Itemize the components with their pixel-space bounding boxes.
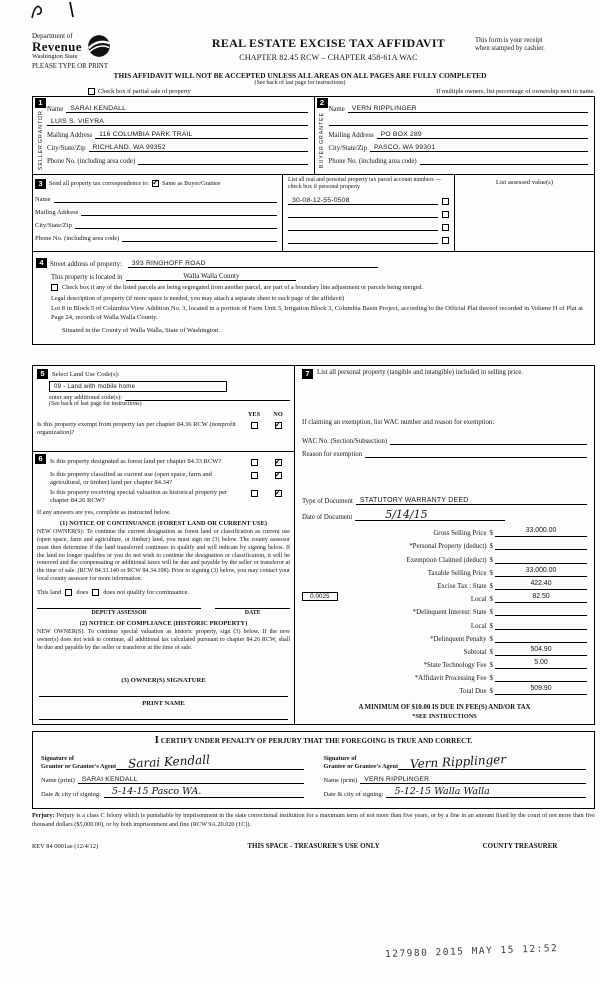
- pen-marks: [24, 0, 114, 24]
- segregated-row: [51, 284, 589, 291]
- assessed-values-column: [455, 175, 594, 251]
- question-current-use: [50, 471, 290, 487]
- minimum-due-note: A MINIMUM OF $10.00 IS DUE IN FEE(S) AND/OR TAX: [358, 704, 531, 712]
- money-row-affidavit-processing-fee: [302, 669, 587, 682]
- buyer-address-label: Mailing Address: [328, 132, 374, 139]
- additional-codes-label: enter any additional code(s):: [49, 394, 122, 401]
- section-6-number: 6: [35, 454, 46, 464]
- parcel-row-2: [288, 205, 449, 218]
- money-value[interactable]: 509.90: [495, 685, 587, 695]
- buyer-city-label: City/State/Zip: [328, 145, 368, 152]
- street-address-label: Street address of property:: [50, 261, 122, 268]
- money-row-excise-tax-state: [302, 577, 587, 590]
- revenue-logo: [32, 33, 182, 61]
- does-not-qualify-checkbox[interactable]: [92, 589, 99, 596]
- section-8-signatures: [32, 731, 595, 809]
- header: [32, 33, 595, 62]
- buyer-phone-row: [329, 152, 589, 165]
- money-label: Local: [470, 622, 487, 630]
- doc-date-label: Date of Document: [302, 514, 353, 521]
- corr-address-value[interactable]: [81, 206, 277, 216]
- money-row-total-due: [302, 682, 587, 695]
- grantee-date-row: [324, 784, 587, 798]
- dept-line1: Department of: [32, 32, 73, 40]
- assessed-values-header: List assessed value(s): [495, 179, 554, 186]
- buyer-name2-row: [329, 113, 589, 126]
- see-instructions-note: *SEE INSTRUCTIONS: [412, 713, 477, 721]
- land-use-code-box[interactable]: [49, 381, 227, 392]
- segregated-checkbox[interactable]: [51, 284, 58, 291]
- side-word-grantee: GRANTEE: [319, 112, 325, 145]
- wac-value[interactable]: [390, 435, 587, 445]
- doc-type-label: Type of Document: [302, 498, 353, 505]
- grantor-name-row: [41, 770, 304, 784]
- rev-number: REV 84 0001ae (12/4/12): [32, 843, 99, 851]
- legal-description-text: Lot 8 in Block 5 of Columbia View Addition No. 3, located in a portion of Farm Unit 3, Irrigation Block 3, Columbia Basin Project, according to the Official Plat thereof recorded in Volume H of Plat at Page 24, records of Walla Walla County.: [51, 305, 584, 321]
- parcel-1-personal-checkbox[interactable]: [442, 198, 449, 205]
- seller-city-label: City/State/Zip: [47, 145, 86, 152]
- money-label: Subtotal: [463, 648, 487, 656]
- money-value[interactable]: [495, 620, 587, 630]
- partial-sale-label: Check box if partial sale of property: [98, 88, 191, 95]
- money-row-exemption-claimed-deduct: [302, 550, 587, 563]
- wac-row: [302, 432, 587, 445]
- seller-phone-row: [47, 152, 308, 165]
- buyer-address-row: [329, 126, 589, 139]
- parties-row: [33, 97, 594, 175]
- exempt-yes-checkbox[interactable]: [251, 422, 258, 429]
- grantor-signature-block: [41, 746, 304, 804]
- question-historic: [50, 489, 290, 505]
- print-name-line[interactable]: [39, 707, 288, 720]
- grantee-name-value[interactable]: VERN RIPPLINGER: [364, 776, 430, 784]
- money-value[interactable]: 5.00: [495, 659, 587, 669]
- reason-row: [302, 445, 587, 458]
- grantee-name-label: Name (print): [323, 777, 358, 785]
- parcel-numbers-column: [283, 175, 455, 251]
- buyer-name-row: [329, 100, 589, 113]
- personal-property-label: List all personal property (tangible and intangible) included in selling price.: [317, 369, 523, 376]
- money-label: *State Technology Fee: [423, 662, 487, 670]
- seller-address-row: [47, 126, 308, 139]
- money-value[interactable]: [495, 554, 587, 564]
- exemption-intro: If claiming an exemption, list WAC number and reason for exemption:: [302, 419, 495, 426]
- money-row-state-technology-fee: [302, 656, 587, 669]
- corr-name-label: Name: [35, 196, 51, 203]
- buyer-city-row: [329, 139, 589, 152]
- money-label: *Personal Property (deduct): [409, 543, 487, 551]
- grantee-sig-label-1: Signature of: [323, 754, 357, 762]
- section-2-buyer: [314, 97, 595, 174]
- receipt-note-line1: This form is your receipt: [475, 37, 543, 44]
- dollar-sign: $: [489, 582, 493, 590]
- corr-name-row: [35, 190, 277, 203]
- buyer-name-label: Name: [328, 106, 345, 113]
- forest-no-checkbox[interactable]: [275, 459, 282, 466]
- land-use-code-value: 09 - Land with mobile home: [54, 383, 136, 390]
- notice-compliance-title: (2) NOTICE OF COMPLIANCE (HISTORIC PROPERTY): [79, 620, 248, 627]
- parcel-row-4: [288, 231, 449, 244]
- grantee-signature-line[interactable]: [398, 748, 586, 770]
- land-use-label: Select Land Use Code(s):: [52, 370, 120, 378]
- same-as-buyer-checkbox[interactable]: [152, 180, 159, 187]
- corr-address-label: Mailing Address: [35, 209, 79, 216]
- seller-phone-value[interactable]: [138, 155, 307, 165]
- money-value[interactable]: [495, 606, 587, 616]
- seller-grantor-side-label: [38, 108, 44, 172]
- county-treasurer-label: COUNTY TREASURER: [482, 842, 558, 851]
- forest-yes-checkbox[interactable]: [251, 459, 258, 466]
- section-1-number: 1: [35, 98, 46, 108]
- footer-row: [32, 842, 595, 850]
- if-yes-note: If any answers are yes, complete as instructed below.: [37, 508, 171, 516]
- grantor-signature-line[interactable]: [116, 748, 303, 770]
- parcel-column-header: List all real and personal property tax parcel account numbers — check box if personal property: [288, 177, 442, 191]
- additional-codes-row: [49, 393, 290, 401]
- seller-name2-row: [47, 113, 308, 126]
- treasurer-space-label: THIS SPACE - TREASURER'S USE ONLY: [247, 842, 380, 851]
- segregated-label: Check box if any of the listed parcels are being segregated from another parcel, are part of a boundary line adjustment or parcels being merged.: [62, 284, 424, 291]
- personal-property-row: [302, 369, 587, 379]
- grantor-date-label: Date & city of signing:: [41, 791, 101, 799]
- doc-date-row: [302, 505, 587, 521]
- notice-continuance-body: NEW OWNER(S): To continue the current designation as forest land or classification as current use (open space, farm and agriculture, or timber) land, you must sign on (3) below. The county assessor must then determine if the land transferred continues to qualify and will indicate by signing below. If the land no longer qualifies or you do not wish to continue the designation or classification, it will be removed and the compensating or additional taxes will be due and payable by the seller or transferor at the time of sale. (RCW 84.33.140 or RCW 84.34.108). Prior to signing (3) below, you may contact your local county assessor for more information.: [37, 528, 290, 583]
- money-row-personal-property-deduct: [302, 537, 587, 550]
- money-label: *Affidavit Processing Fee: [414, 675, 487, 683]
- local-rate-box: 0.0025: [302, 592, 338, 601]
- buyer-city-value[interactable]: PASCO, WA 99301: [374, 144, 436, 151]
- parcel-2-value[interactable]: [288, 208, 438, 218]
- legal-description-label: Legal description of property (if more space is needed, you may attach a separate sheet to each page of the affidavit): [51, 295, 345, 302]
- please-type-label: PLEASE TYPE OR PRINT: [32, 63, 108, 70]
- located-in-row: [51, 268, 589, 281]
- same-as-buyer-label: Same as Buyer/Grantee: [162, 180, 221, 187]
- corr-phone-label: Phone No. (including area code): [35, 235, 120, 242]
- grantee-signature-labels: [324, 755, 399, 771]
- seller-name-value[interactable]: SARAI KENDALL: [70, 105, 127, 112]
- money-value[interactable]: 422.40: [495, 580, 587, 590]
- notice-continuance-title: (1) NOTICE OF CONTINUANCE (FOREST LAND OR CURRENT USE): [59, 519, 268, 527]
- seller-name-label: Name: [47, 106, 64, 113]
- located-in-value[interactable]: Walla Walla County: [126, 272, 296, 281]
- deputy-assessor-row: [37, 608, 290, 616]
- receipt-note-line2: when stamped by cashier.: [475, 45, 545, 53]
- money-row-subtotal: [302, 643, 587, 656]
- grantee-name-row: [324, 770, 587, 784]
- money-row-gross-selling-price: [302, 524, 587, 537]
- reason-label: Reason for exemption: [302, 451, 363, 458]
- deputy-date-line[interactable]: DATE: [215, 608, 290, 616]
- dollar-sign: $: [489, 688, 493, 696]
- money-value[interactable]: 33,000.00: [495, 567, 587, 577]
- money-label: Taxable Selling Price: [427, 569, 487, 577]
- money-label: Exemption Claimed (deduct): [406, 556, 487, 564]
- warning-line: THIS AFFIDAVIT WILL NOT BE ACCEPTED UNLESS ALL AREAS ON ALL PAGES ARE FULLY COMPLETED: [113, 71, 487, 80]
- money-label: *Delinquent Penalty: [430, 635, 487, 643]
- section-5-see-back: (See back of last page for instructions): [49, 401, 142, 407]
- seller-name2-value[interactable]: LUIS S. VIEYRA: [51, 118, 105, 125]
- section-3-tax-correspondence: [33, 175, 594, 252]
- this-land-label: This land: [37, 589, 62, 596]
- grantor-signature: Sarai Kendall: [127, 752, 211, 772]
- send-correspondence-row: [35, 177, 277, 190]
- section-1-seller: [33, 97, 314, 174]
- yes-column-header: YES: [247, 411, 261, 418]
- title-block: [182, 33, 475, 62]
- form-subtitle: CHAPTER 82.45 RCW – CHAPTER 458-61A WAC: [239, 53, 418, 62]
- side-word-grantor: GRANTOR: [37, 110, 44, 143]
- dollar-sign: $: [489, 543, 493, 551]
- section-7-tax-computation: [295, 365, 595, 725]
- does-not-label: does not qualify for continuance.: [103, 589, 190, 596]
- cashier-date-stamp: 127980 2015 MAY 15 12:52: [384, 942, 559, 961]
- side-word-buyer: BUYER: [319, 145, 325, 168]
- money-label: Local: [470, 596, 487, 604]
- seller-phone-label: Phone No. (including area code): [47, 158, 136, 165]
- dollar-sign: $: [489, 648, 493, 656]
- doc-date-value[interactable]: 5/14/15: [385, 508, 428, 522]
- seller-name-row: [47, 100, 308, 113]
- owners-signature-label: (3) OWNER(S) SIGNATURE: [121, 677, 206, 685]
- grantor-name-value[interactable]: SARAI KENDALL: [81, 776, 138, 784]
- located-in-label: This property is located in: [51, 274, 123, 281]
- money-label: Excise Tax : State: [437, 582, 487, 590]
- exemption-blank-area[interactable]: [302, 458, 587, 492]
- does-label: does: [76, 589, 89, 596]
- perjury-lead: Perjury:: [32, 812, 55, 820]
- parcel-3-personal-checkbox[interactable]: [442, 224, 449, 231]
- current-use-yes-checkbox[interactable]: [251, 472, 258, 479]
- dollar-sign: $: [489, 530, 493, 538]
- question-tax-exempt: [37, 421, 290, 437]
- additional-codes-value[interactable]: [125, 393, 290, 401]
- grantee-signature-block: [324, 746, 587, 804]
- parcel-4-personal-checkbox[interactable]: [442, 237, 449, 244]
- money-value[interactable]: 82.50: [495, 593, 587, 603]
- money-value[interactable]: 504.90: [495, 646, 587, 656]
- send-correspondence-label: Send all property tax correspondence to:: [49, 180, 150, 187]
- see-back-note: (See back of last page for instructions): [254, 80, 346, 86]
- revenue-logo-text: [32, 33, 82, 61]
- money-value[interactable]: 33,000.00: [495, 527, 587, 537]
- money-label: Gross Selling Price: [433, 530, 487, 538]
- section-3-number: 3: [35, 179, 46, 189]
- personal-property-blank-area[interactable]: [302, 379, 587, 419]
- parcel-row-3: [288, 218, 449, 231]
- grantor-sig-label-2: Grantor or Grantor's Agent: [41, 762, 117, 770]
- deputy-assessor-line[interactable]: DEPUTY ASSESSOR: [37, 608, 201, 616]
- dept-line3: Washington State: [32, 52, 78, 60]
- buyer-name-value[interactable]: VERN RIPPLINGER: [351, 105, 417, 112]
- current-use-no-checkbox[interactable]: [275, 472, 282, 479]
- section-4-property: [33, 252, 594, 344]
- question-historic-text: Is this property receiving special valuation as historical property per chapter 84.26 RCW?: [50, 489, 228, 505]
- perjury-notice: [32, 812, 595, 829]
- historic-no-checkbox[interactable]: [275, 490, 282, 497]
- this-land-row: [37, 589, 290, 596]
- seller-city-row: [47, 139, 308, 152]
- dept-line2: Revenue: [32, 39, 82, 55]
- perjury-text: Perjury is a class C felony which is punishable by imprisonment in the state correctional institution for a maximum term of not more than five years, or by a fine in an amount fixed by the court of not more than five thousand dollars ($5,000.00), or by both imprisonment and fine (RCW 9A.20.020 (1C)).: [32, 812, 596, 828]
- grantor-signature-labels: [41, 755, 116, 771]
- parcel-row-1: [288, 192, 449, 205]
- owners-signature-line[interactable]: [39, 684, 288, 697]
- does-qualify-checkbox[interactable]: [65, 589, 72, 596]
- corr-address-row: [35, 203, 277, 216]
- seller-address-value[interactable]: 116 COLUMBIA PARK TRAIL: [99, 131, 193, 138]
- partial-sale-row: [88, 88, 595, 95]
- grantor-date-row: [41, 784, 304, 798]
- money-row-delinquent-interest-state: [302, 603, 587, 616]
- dollar-sign: $: [489, 635, 493, 643]
- yes-no-header: [37, 411, 290, 418]
- section-6-classifications: [32, 452, 295, 725]
- doc-type-row: [302, 492, 587, 505]
- money-value[interactable]: [495, 672, 587, 682]
- money-value[interactable]: [495, 540, 587, 550]
- money-label: Total Due: [459, 688, 487, 696]
- section-5-number: 5: [37, 369, 48, 379]
- parcel-2-personal-checkbox[interactable]: [442, 211, 449, 218]
- dollar-sign: $: [489, 675, 493, 683]
- historic-yes-checkbox[interactable]: [251, 490, 258, 497]
- dollar-sign: $: [489, 609, 493, 617]
- dollar-sign: $: [489, 662, 493, 670]
- certify-statement: I CERTIFY UNDER PENALTY OF PERJURY THAT THE FOREGOING IS TRUE AND CORRECT.: [154, 734, 473, 747]
- grantor-sig-label-1: Signature of: [41, 754, 74, 762]
- grantee-date-label: Date & city of signing:: [323, 791, 384, 799]
- multiple-owners-note: If multiple owners, list percentage of ownership next to name.: [436, 88, 595, 95]
- print-name-label: PRINT NAME: [142, 700, 185, 708]
- parcel-3-value[interactable]: [288, 221, 438, 231]
- corr-city-label: City/State/Zip: [35, 222, 72, 229]
- money-row-taxable-selling-price: [302, 564, 587, 577]
- notice-compliance-body: NEW OWNER(S): To continue special valuation as historic property, sign (3) below. If the new owner(s) does not wish to continue, all additional tax calculated pursuant to chapter 84.26 RCW, shall be due and payable by the seller or transferor at the time of sale.: [37, 629, 290, 651]
- dollar-sign: $: [489, 556, 493, 564]
- money-label: *Delinquent Interest: State: [412, 609, 487, 617]
- middle-columns: [32, 365, 595, 725]
- money-row-excise-tax-local: [302, 590, 587, 603]
- section-2-number: 2: [317, 98, 328, 108]
- dollar-sign: $: [489, 596, 493, 604]
- section-4-number: 4: [36, 258, 47, 268]
- parcel-4-value[interactable]: [288, 234, 438, 244]
- partial-sale-checkbox[interactable]: [88, 88, 95, 95]
- question-forest-land-text: Is this property designated as forest land per chapter 84.33 RCW?: [50, 458, 222, 465]
- money-value[interactable]: [495, 633, 587, 643]
- revenue-logo-icon: [86, 33, 112, 59]
- buyer-address-value[interactable]: PO BOX 289: [380, 131, 422, 138]
- buyer-phone-label: Phone No. (including area code): [328, 158, 417, 165]
- seller-address-label: Mailing Address: [47, 132, 93, 139]
- correspondence-column: [33, 175, 283, 251]
- receipt-note: [475, 33, 595, 54]
- corr-city-row: [35, 216, 277, 229]
- seller-city-value[interactable]: RICHLAND, WA 99352: [92, 144, 166, 151]
- grantor-name-label: Name (print): [41, 777, 75, 785]
- situated-text: Situated in the County of Walla Walla, State of Washington.: [62, 326, 220, 334]
- wac-label: WAC No. (Section/Subsection): [302, 438, 388, 445]
- grantee-date-value[interactable]: 5-12-15 Walla Walla: [394, 786, 490, 798]
- reason-value[interactable]: [365, 448, 587, 458]
- money-rows: [302, 524, 587, 695]
- money-row-delinquent-penalty: [302, 630, 587, 643]
- money-row-delinquent-interest-local: [302, 616, 587, 629]
- corr-phone-row: [35, 229, 277, 242]
- corr-name-value[interactable]: [54, 193, 277, 203]
- grantor-date-value[interactable]: 5-14-15 Pasco WA.: [111, 786, 202, 798]
- exempt-no-checkbox[interactable]: [275, 422, 282, 429]
- buyer-phone-value[interactable]: [420, 155, 588, 165]
- dollar-sign: $: [489, 622, 493, 630]
- street-address-row: [36, 255, 589, 268]
- corr-phone-value[interactable]: [122, 232, 277, 242]
- parcel-number-value[interactable]: 30-08-12-55-0508: [292, 196, 350, 204]
- grantee-sig-label-2: Grantee or Grantee's Agent: [323, 762, 399, 770]
- doc-type-value[interactable]: STATUTORY WARRANTY DEED: [359, 497, 469, 504]
- form-title: REAL ESTATE EXCISE TAX AFFIDAVIT: [211, 36, 446, 50]
- buyer-grantee-side-label: [319, 108, 325, 172]
- section-7-number: 7: [302, 369, 313, 379]
- buyer-name2-value[interactable]: [329, 116, 589, 126]
- question-forest-land: [50, 458, 290, 468]
- sections-1-4-box: [32, 96, 595, 345]
- section-5-land-use: [32, 365, 295, 452]
- question-current-use-text: Is this property classified as current use (open space, farm and agricultural, or timber) land per chapter 84.34?: [50, 470, 212, 486]
- side-word-seller: SELLER: [37, 143, 44, 170]
- street-address-value[interactable]: 393 RINGHOFF ROAD: [131, 260, 206, 267]
- question-tax-exempt-text: Is this property exempt from property tax per chapter 84.36 RCW (nonprofit organization)?: [37, 421, 236, 436]
- grantee-signature: Vern Ripplinger: [409, 752, 507, 772]
- dollar-sign: $: [489, 569, 493, 577]
- corr-city-value[interactable]: [75, 219, 277, 229]
- no-column-header: NO: [273, 411, 283, 418]
